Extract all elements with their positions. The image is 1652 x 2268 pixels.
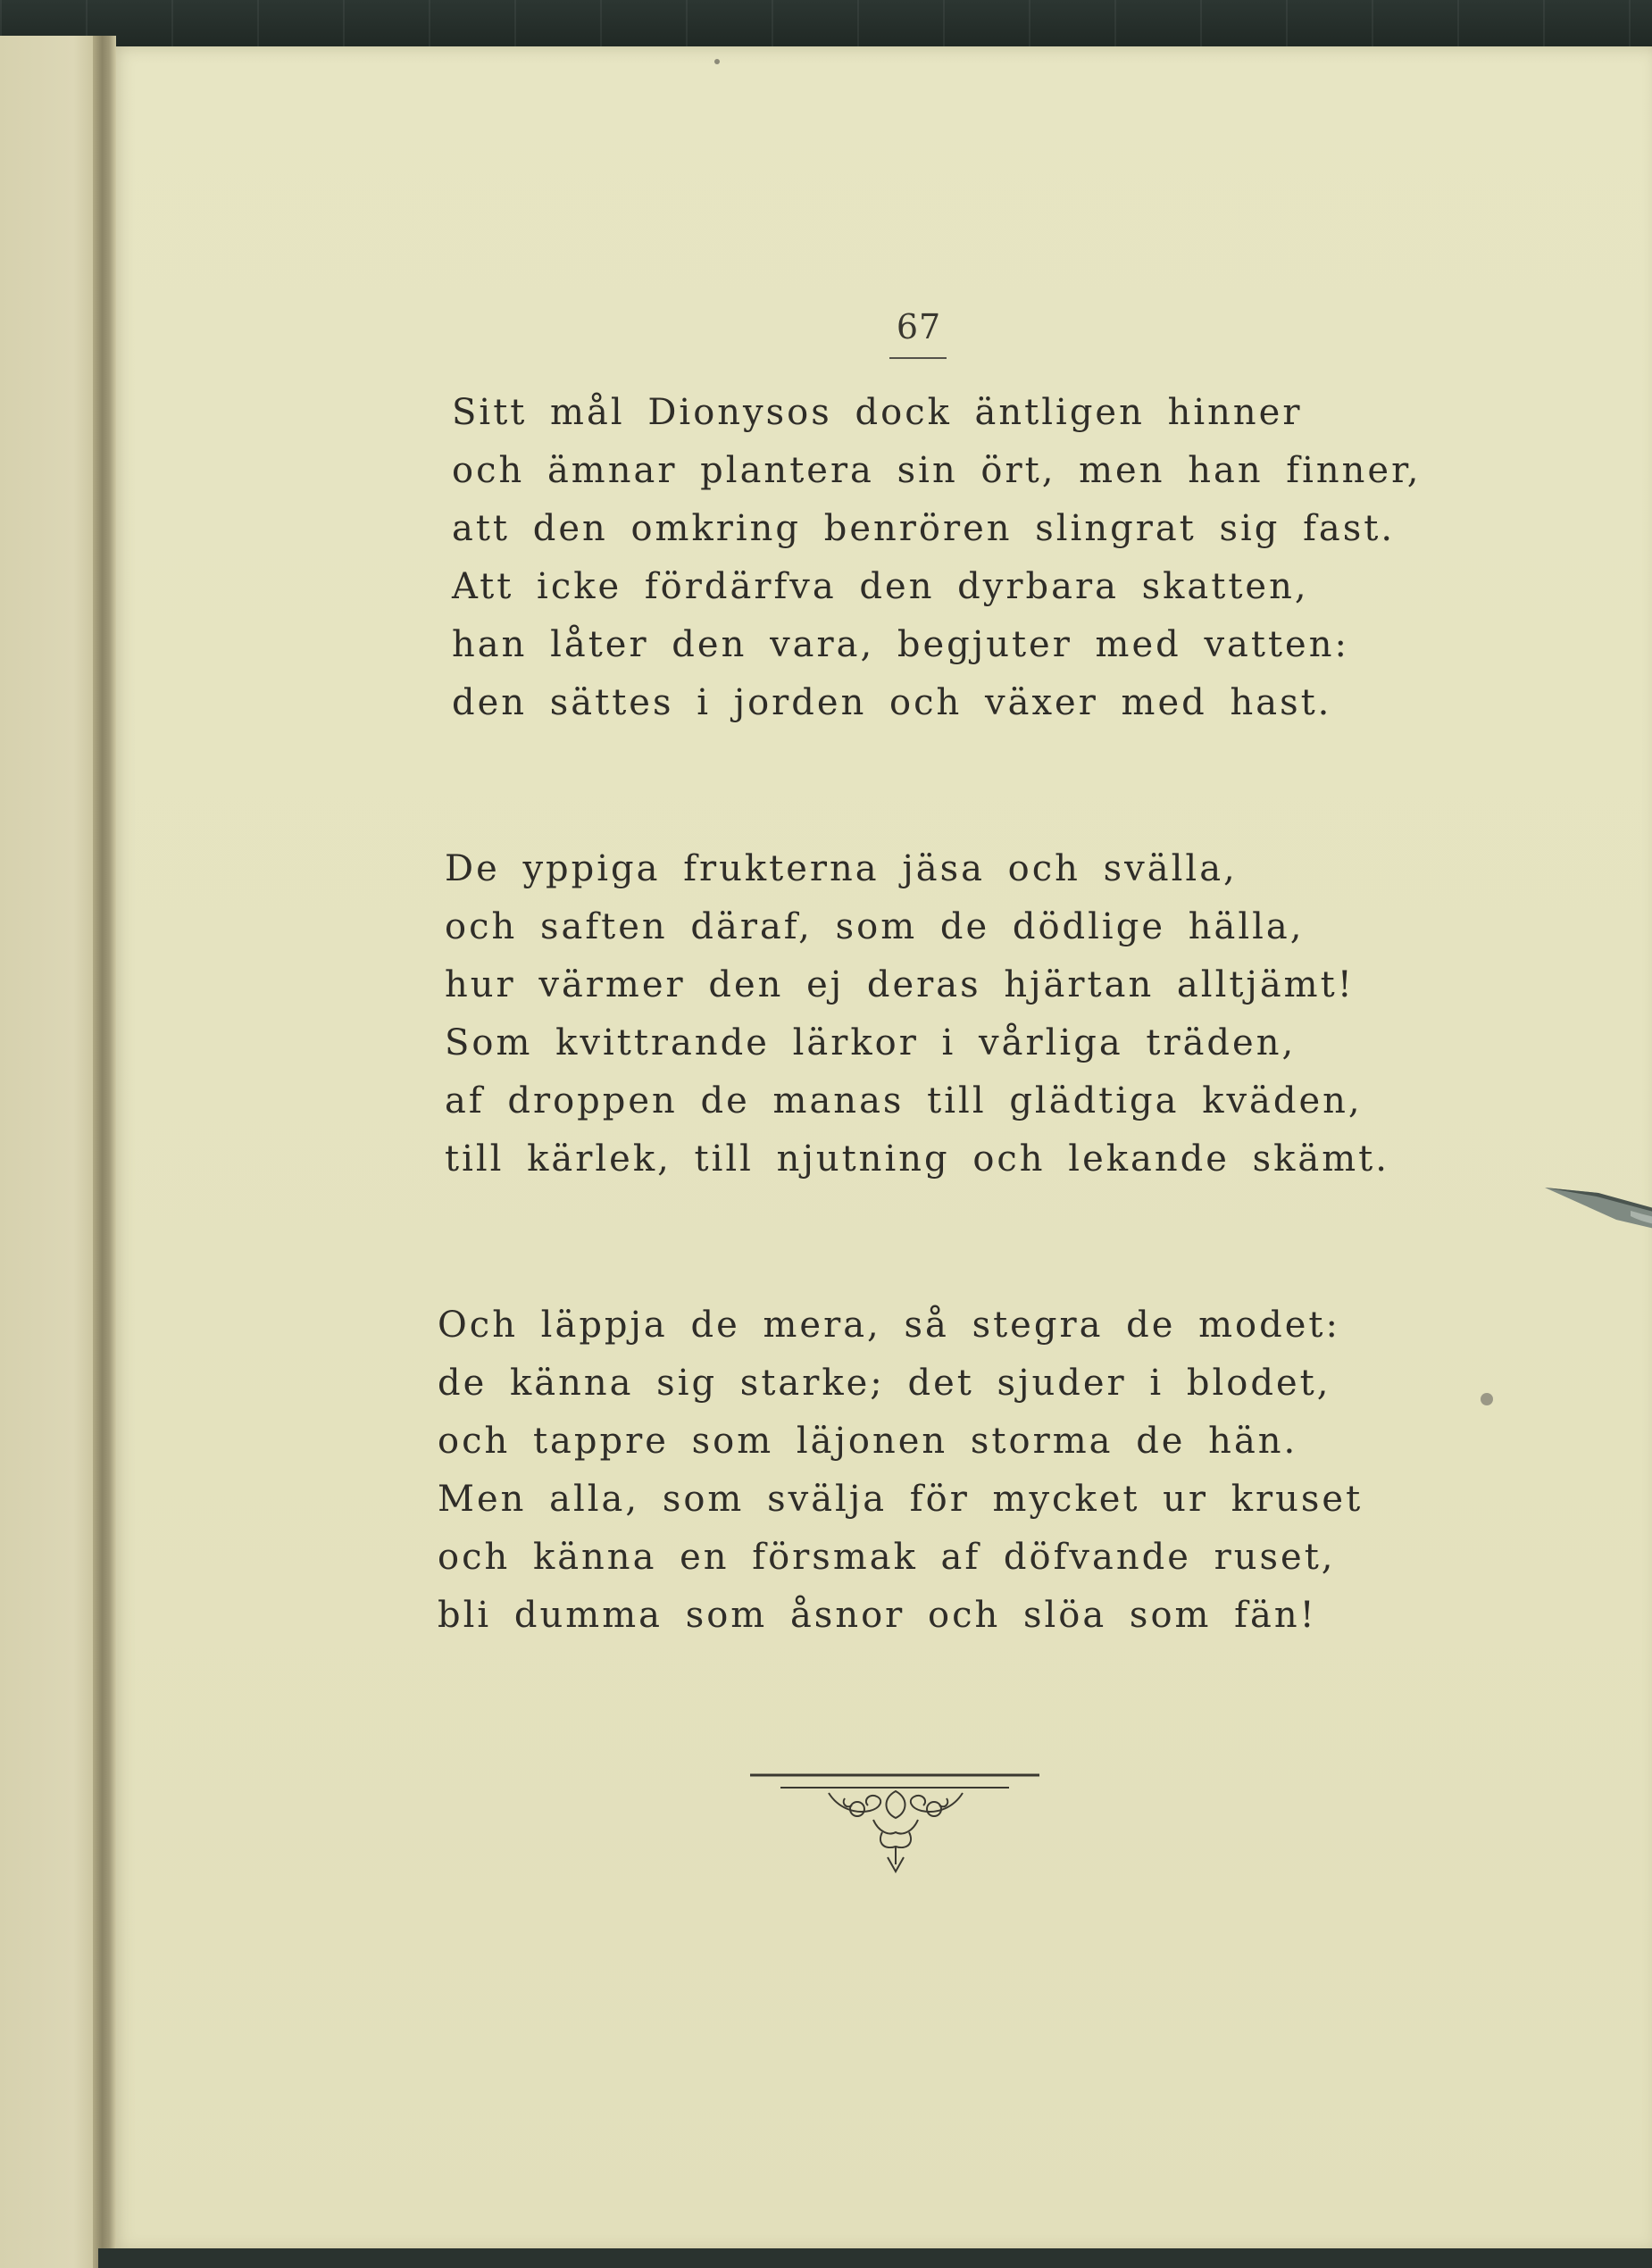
poem-line: De yppiga frukterna jäsa och svälla, <box>445 848 1238 889</box>
poem-line: hur värmer den ej deras hjärtan alltjämt! <box>445 964 1355 1005</box>
poem-line: den sättes i jorden och växer med hast. <box>452 682 1332 723</box>
poem-line: Att icke fördärfva den dyrbara skatten, <box>452 566 1309 607</box>
floral-tailpiece-icon <box>748 1768 1043 1884</box>
paper-speck <box>1481 1393 1493 1405</box>
stanza-1 <box>452 384 1429 732</box>
poem-line: till kärlek, till njutning och lekande skämt. <box>445 1138 1389 1180</box>
poem-line: att den omkring benrören slingrat sig fast. <box>452 508 1396 549</box>
poem-line: Som kvittrande lärkor i vårliga träden, <box>445 1022 1297 1063</box>
poem-line: och saften däraf, som de dödlige hälla, <box>445 906 1305 947</box>
poem-line: och ämnar plantera sin ört, men han finner, <box>452 450 1422 491</box>
poem-line: af droppen de manas till glädtiga kväden, <box>445 1080 1363 1121</box>
poem-line: han låter den vara, begjuter med vatten: <box>452 624 1349 665</box>
poem-line: Men alla, som svälja för mycket ur kruset <box>438 1479 1364 1520</box>
page-number: 67 <box>896 307 942 346</box>
poem-line: de känna sig starke; det sjuder i blodet, <box>438 1363 1331 1404</box>
left-page-edge <box>0 36 105 2268</box>
book-gutter <box>93 36 116 2268</box>
page-number-underline <box>889 357 947 359</box>
poem-line: och tappre som läjonen storma de hän. <box>438 1421 1298 1462</box>
stylus-tip-icon <box>1545 1161 1652 1232</box>
paper-speck <box>714 59 720 64</box>
poem-line: bli dumma som åsnor och slöa som fän! <box>438 1595 1317 1636</box>
poem-line: och känna en försmak af döfvande ruset, <box>438 1537 1336 1578</box>
page-bottom-edge <box>98 2248 1652 2268</box>
poem-body <box>429 384 1429 1753</box>
stanza-2 <box>445 840 1429 1188</box>
poem-line: Och läppja de mera, så stegra de modet: <box>438 1305 1340 1346</box>
poem-line: Sitt mål Dionysos dock äntligen hinner <box>452 392 1303 433</box>
stanza-3 <box>438 1297 1429 1645</box>
